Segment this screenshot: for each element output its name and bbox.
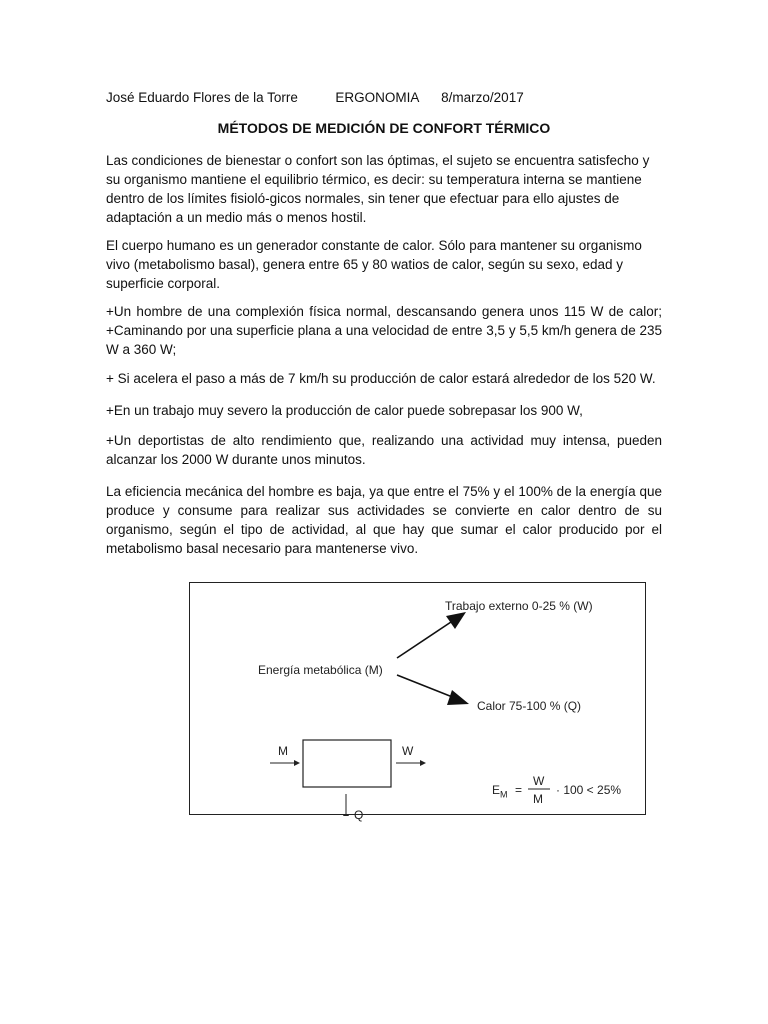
document-header <box>106 90 524 105</box>
document-date: 8/marzo/2017 <box>441 90 524 105</box>
process-box <box>303 740 391 787</box>
subject-name: ERGONOMIA <box>335 90 419 105</box>
metabolic-energy-label: Energía metabólica (M) <box>258 663 383 677</box>
loss-q-label: Q <box>354 808 364 822</box>
energy-balance-figure <box>189 582 646 822</box>
formula-rest: · 100 < 25% <box>556 783 622 797</box>
paragraph-resting-walking: +Un hombre de una complexión física normal, descansando genera unos 115 W de calor; +Caminando por una superficie plana a una velocidad de entre 3,5 y 5,5 km/h genera de 235 W a 360 W; <box>106 304 662 357</box>
external-work-label: Trabajo externo 0-25 % (W) <box>445 599 593 613</box>
formula-numerator: W <box>533 774 545 788</box>
paragraph-mechanical-efficiency: La eficiencia mecánica del hombre es baja, ya que entre el 75% y el 100% de la energía que produce y consume para realizar sus actividades se convierte en calor dentro de su organismo, según el tipo de actividad, al que hay que sumar el calor producido por el metabolismo basal necesario para mantenerse vivo. <box>106 484 662 556</box>
formula-equals: = <box>515 783 523 797</box>
paragraph-accelerate: + Si acelera el paso a más de 7 km/h su producción de calor estará alrededor de los 520 W. <box>106 371 656 386</box>
paragraph-athlete: +Un deportistas de alto rendimiento que, realizando una actividad muy intensa, pueden alcanzar los 2000 W durante unos minutos. <box>106 433 662 467</box>
author-name: José Eduardo Flores de la Torre <box>106 90 298 105</box>
formula-lhs <box>492 783 508 799</box>
formula-e: E <box>492 783 501 797</box>
formula-subscript: M <box>500 789 508 800</box>
paragraph-severe-work: +En un trabajo muy severo la producción de calor puede sobrepasar los 900 W, <box>106 403 583 418</box>
document-title: MÉTODOS DE MEDICIÓN DE CONFORT TÉRMICO <box>217 120 551 136</box>
formula-denominator: M <box>533 792 543 806</box>
heat-arrow-head <box>447 690 469 705</box>
work-arrow-head <box>446 612 466 629</box>
paragraph-heat-generator: El cuerpo humano es un generador constante de calor. Sólo para mantener su organismo vivo (metabolismo basal), genera entre 65 y 80 watios de calor, según su sexo, edad y superficie corporal. <box>106 238 642 291</box>
paragraph-comfort-definition: Las condiciones de bienestar o confort son las óptimas, el sujeto se encuentra satisfecho y su organismo mantiene el equilibrio térmico, es decir: su temperatura interna se mantiene dentro de los límites fisioló-gicos normales, sin tener que efectuar para ello ajustes de adaptación a un medio más o menos hostil. <box>106 153 650 225</box>
input-m-label: M <box>278 744 288 758</box>
heat-label: Calor 75-100 % (Q) <box>477 699 582 713</box>
output-w-label: W <box>402 744 414 758</box>
